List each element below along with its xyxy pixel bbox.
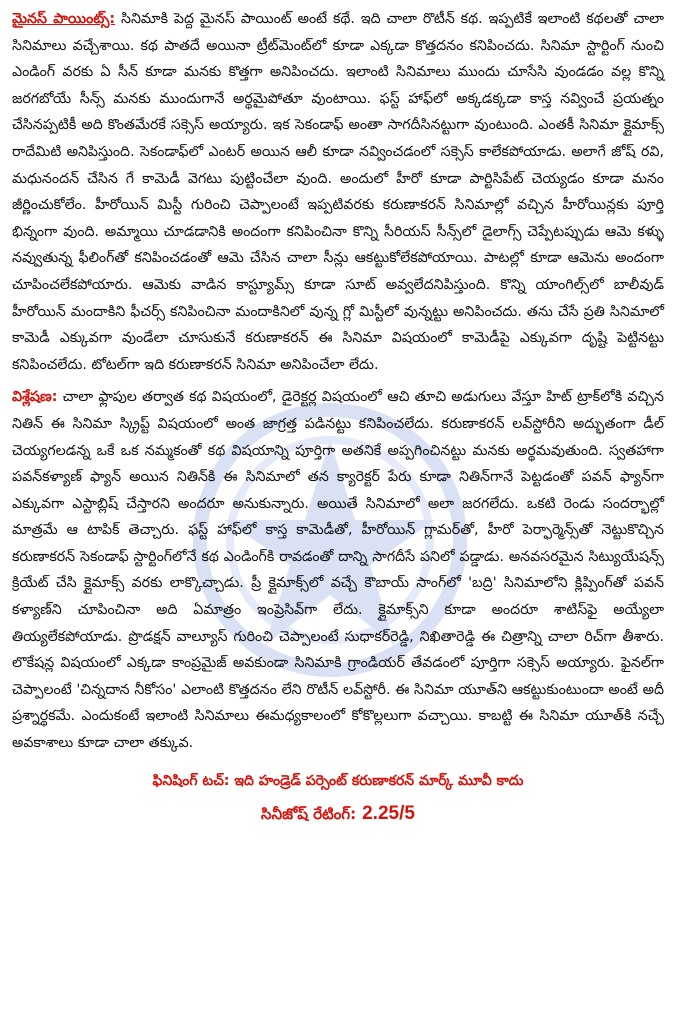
rating-label: సినీజోష్ రేటింగ్: bbox=[261, 804, 357, 823]
minus-points-text: సినిమాకి పెద్ద మైనస్ పాయింట్ అంటే కథే. ఇది చాలా రొటీన్ కథ. ఇప్పటికే ఇలాంటి కథలతో చాలా సినిమాలు వచ్చేశాయి. కథ పాతదే అయినా ట్రీట్‌మెంట్‌లో కూడా ఎక్కడా కొత్తదనం కనిపించదు. సినిమా స్టార్టింగ్ నుంచి ఎండింగ్ వరకు ఏ సీన్ కూడా మనకు కొత్తగా అనిపించదు. ఇలాంటి సినిమాలు ముందు చూసేసి వుండడం వల్ల కొన్ని జరగబోయే సీన్స్ మనకు ముందుగానే అర్థమైపోతూ వుంటాయి. ఫస్ట్ హాఫ్‌లో అక్కడక్కడా కాస్త నవ్వించే ప్రయత్నం చేసినప్పటికీ అది కొంతమేరకే సక్సెస్ అయ్యారు. ఇక సెకండాఫ్ అంతా సాగదీసినట్టుగా వుంటుంది. ఎంతకీ సినిమా క్లైమాక్స్ రాదేమిటి అనిపిస్తుంది. సెకండాఫ్‌లో ఎంటర్ అయిన ఆలీ కూడా నవ్వించడంలో సక్సెస్ కాలేకపోయాడు. అలాగే జోష్ రవి, మధునందన్ చేసిన గే కామెడీ వెగటు పుట్టించేలా వుంది. అందులో హీరో కూడా పార్టిసిపేట్ చెయ్యడం కూడా మనం జీర్ణించుకోలేం. హీరోయిన్ మిస్టీ గురించి చెప్పాలంటే ఇప్పటివరకు కరుణాకరన్ సినిమాల్లో వచ్చిన హీరోయిన్లకు పూర్తి భిన్నంగా వుంది. అమ్మాయి చూడడానికి అందంగా కనిపించినా కొన్ని సీరియస్ సీన్స్‌లో డైలాగ్స్ చెప్పేటప్పుడు ఆమె కళ్ళు నవ్వుతున్న ఫీలింగ్‌తో కనిపించడంతో ఆమె చేసిన చాలా సీన్లు ఆకట్టుకోలేకపోయాయి. పాటల్లో కూడా ఆమెను అందంగా చూపించలేకపోయారు. ఆమెకు వాడిన కాస్ట్యూమ్స్ కూడా సూట్ అవ్వలేదనిపిస్తుంది. కొన్ని యాంగిల్స్‌లో బాలీవుడ్ హీరోయిన్ మందాకిని ఫీచర్స్ కనిపించినా మందాకినిలో వున్న గ్లో మిస్టీలో వున్నట్టు అనిపించదు. తను చేసే ప్రతి సినిమాలో కామెడీ ఎక్కువగా వుండేలా చూసుకునే కరుణాకరన్ ఈ సినిమా విషయంలో కామెడీపై ఎక్కువగా దృష్టి పెట్టినట్టు కనిపించలేదు. టోటల్‌గా ఇది కరుణాకరన్ సినిమా అనిపించేలా లేదు. bbox=[12, 11, 664, 373]
minus-points-paragraph bbox=[12, 6, 664, 378]
analysis-text: చాలా ఫ్లాపుల తర్వాత కథ విషయంలో, డైరెక్టర్ల విషయంలో ఆచి తూచి అడుగులు వేస్తూ హిట్ ట్రాక్‌లోకి వచ్చిన నితిన్ ఈ సినిమా స్క్రిప్ట్ విషయంలో అంత జాగ్రత్త పడినట్టు కనిపించలేదు. కరుణాకరన్ లవ్‌స్టోరీని అద్భుతంగా డీల్ చెయ్యగలడన్న ఒకే ఒక నమ్మకంతో కథ విషయాన్ని పూర్తిగా అతనికే అప్పగించినట్టు మనకు అర్థమవుతుంది. స్వతహాగా పవన్‌కళ్యాణ్ ఫ్యాన్ అయిన నితిన్‌కి ఈ సినిమాలో తన క్యారెక్టర్ పేరు కూడా నితిన్‌గానే పెట్టడంతో పవన్ ఫ్యాన్‌గా ఎక్కువగా ఎస్టాబ్లిష్ చేస్తారని అందరూ అనుకున్నారు. అయితే సినిమాలో అలా జరగలేదు. ఒకటి రెండు సందర్భాల్లో మాత్రమే ఆ టాపిక్ తెచ్చారు. ఫస్ట్ హాఫ్‌లో కాస్త కామెడీతో, హీరోయిన్ గ్లామర్‌తో, హీరో పెర్ఫార్మెన్స్‌తో నెట్టుకొచ్చిన కరుణాకరన్ సెకండాఫ్ స్టార్టింగ్‌లోనే కథ ఎండింగ్‌కి రావడంతో దాన్ని సాగదీసే పనిలో పడ్డాడు. అనవసరమైన సిట్యుయేషన్స్ క్రియేట్ చేసి క్లైమాక్స్ వరకు లాక్కొచ్చాడు. ప్రీ క్లైమాక్స్‌లో వచ్చే కౌబాయ్ సాంగ్‌లో 'బద్రి' సినిమాలోని క్లిప్పింగ్‌తో పవన్ కళ్యాణ్‌ని చూపించినా అది ఏమాత్రం ఇంప్రెసివ్‌గా లేదు. క్లైమాక్స్‌ని కూడా అందరూ శాటిస్‌ఫై అయ్యేలా తియ్యలేకపోయాడు. ప్రొడక్షన్ వాల్యూస్ గురించి చెప్పాలంటే సుధాకర్‌రెడ్డి, నిఖితారెడ్డి ఈ చిత్రాన్ని చాలా రిచ్‌గా తీశారు. లొకేషన్ల విషయంలో ఎక్కడా కాంప్రమైజ్ అవకుండా సినిమాకి గ్రాండియర్ తేవడంలో పూర్తిగా సక్సెస్ అయ్యారు. ఫైనల్‌గా చెప్పాలంటే 'చిన్నదాన నీకోసం' ఎలాంటి కొత్తదనం లేని రొటీన్ లవ్‌స్టోరీ. ఈ సినిమా యూత్‌ని ఆకట్టుకుంటుందా అంటే అదీ ప్రశ్నార్థకమే. ఎందుకంటే ఇలాంటి సినిమాలు ఈమధ్యకాలంలో కోకొల్లలుగా వచ్చాయి. కాబట్టి ఈ సినిమా యూత్‌కి నచ్చే అవకాశాలు కూడా చాలా తక్కువ. bbox=[12, 389, 664, 752]
rating-line bbox=[12, 801, 664, 827]
minus-points-label: మైనస్ పాయింట్స్: bbox=[12, 11, 116, 27]
analysis-paragraph bbox=[12, 384, 664, 756]
rating-value: 2.25/5 bbox=[362, 802, 415, 824]
analysis-label: విశ్లేషణ: bbox=[12, 389, 58, 406]
finishing-touch: ఫినిషింగ్ టచ్: ఇది హండ్రెడ్ పర్సెంట్ కరుణాకరన్ మార్క్ మూవీ కాదు bbox=[152, 772, 524, 789]
review-article bbox=[12, 6, 664, 827]
